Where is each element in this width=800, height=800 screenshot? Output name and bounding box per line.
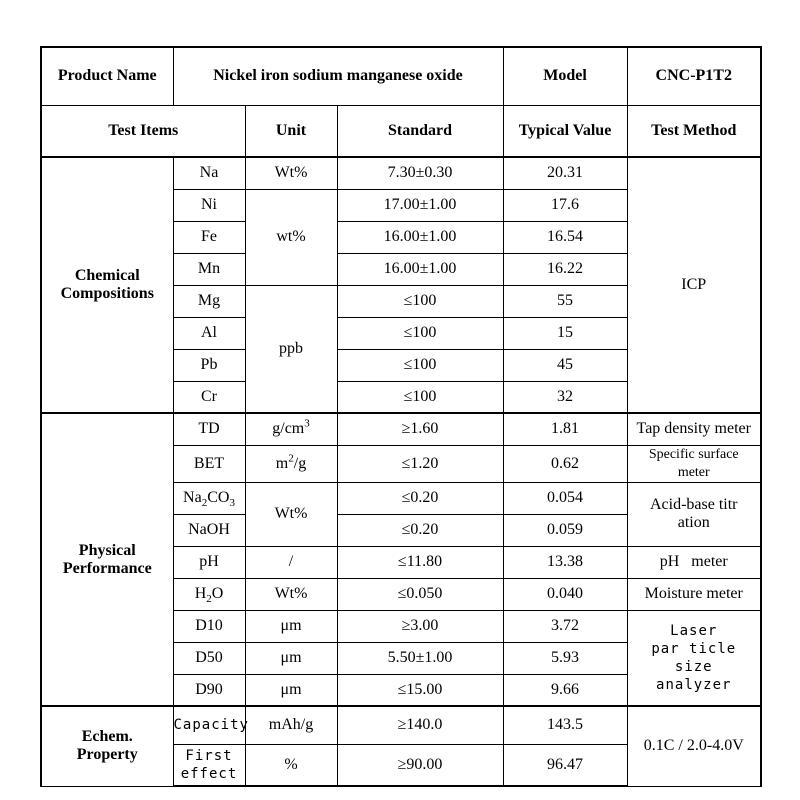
method-specific-surface: Specific surface meter xyxy=(627,445,761,482)
value-ph: 13.38 xyxy=(503,546,627,578)
item-na2co3: $Na_2CO_3$ xyxy=(173,482,245,514)
value-td: 1.81 xyxy=(503,413,627,445)
method-laser-analyzer: Laser par ticle size analyzer xyxy=(627,610,761,706)
col-test-method: Test Method xyxy=(627,105,761,157)
value-na: 20.31 xyxy=(503,157,627,189)
item-mn: Mn xyxy=(173,253,245,285)
unit-first-effect: % xyxy=(245,744,337,786)
unit-ph: / xyxy=(245,546,337,578)
item-first-effect: First effect xyxy=(173,744,245,786)
unit-ppb-group: ppb xyxy=(245,285,337,413)
method-moisture-meter: Moisture meter xyxy=(627,578,761,610)
section-echem-line1: Echem. xyxy=(81,728,133,746)
unit-capacity: mAh/g xyxy=(245,706,337,744)
standard-ni: 17.00±1.00 xyxy=(337,189,503,221)
section-echem-line2: Property xyxy=(76,746,138,764)
section-chemical-line1: Chemical xyxy=(74,267,140,284)
section-chemical-line2: Compositions xyxy=(60,285,154,302)
col-test-items: Test Items xyxy=(41,105,245,157)
value-d90: 9.66 xyxy=(503,674,627,706)
value-bet: 0.62 xyxy=(503,445,627,482)
standard-capacity: ≥140.0 xyxy=(337,706,503,744)
value-first-effect: 96.47 xyxy=(503,744,627,786)
standard-td: ≥1.60 xyxy=(337,413,503,445)
item-d90: D90 xyxy=(173,674,245,706)
unit-na: Wt% xyxy=(245,157,337,189)
unit-alkali-group: Wt% xyxy=(245,482,337,546)
method-acid-base: Acid-base titr ation xyxy=(627,482,761,546)
standard-h2o: ≤0.050 xyxy=(337,578,503,610)
value-ni: 17.6 xyxy=(503,189,627,221)
standard-naoh: ≤0.20 xyxy=(337,514,503,546)
item-ph: pH xyxy=(173,546,245,578)
col-typical-value: Typical Value xyxy=(503,105,627,157)
product-name-value: Nickel iron sodium manganese oxide xyxy=(173,47,503,105)
section-echem-property xyxy=(41,706,173,786)
value-pb: 45 xyxy=(503,349,627,381)
section-physical-line2: Performance xyxy=(62,559,152,577)
method-tap-density: Tap density meter xyxy=(627,413,761,445)
model-value: CNC-P1T2 xyxy=(627,47,761,105)
method-ph-meter: pH meter xyxy=(627,546,761,578)
value-cr: 32 xyxy=(503,381,627,413)
product-name-label: Product Name xyxy=(41,47,173,105)
method-echem: 0.1C / 2.0-4.0V xyxy=(627,706,761,786)
unit-td: $g/cm^3$ xyxy=(245,413,337,445)
standard-d10: ≥3.00 xyxy=(337,610,503,642)
value-h2o: 0.040 xyxy=(503,578,627,610)
value-na2co3: 0.054 xyxy=(503,482,627,514)
item-fe: Fe xyxy=(173,221,245,253)
section-chemical-compositions xyxy=(41,157,173,413)
unit-d50: μm xyxy=(245,642,337,674)
unit-bet: $m^2/g$ xyxy=(245,445,337,482)
item-bet: BET xyxy=(173,445,245,482)
value-d10: 3.72 xyxy=(503,610,627,642)
item-naoh: NaOH xyxy=(173,514,245,546)
standard-mn: 16.00±1.00 xyxy=(337,253,503,285)
standard-na2co3: ≤0.20 xyxy=(337,482,503,514)
standard-d90: ≤15.00 xyxy=(337,674,503,706)
col-standard: Standard xyxy=(337,105,503,157)
model-label: Model xyxy=(503,47,627,105)
item-al: Al xyxy=(173,317,245,349)
item-cr: Cr xyxy=(173,381,245,413)
item-h2o: $H_2O$ xyxy=(173,578,245,610)
standard-d50: 5.50±1.00 xyxy=(337,642,503,674)
unit-wt-group: wt% xyxy=(245,189,337,285)
item-mg: Mg xyxy=(173,285,245,317)
standard-pb: ≤100 xyxy=(337,349,503,381)
value-fe: 16.54 xyxy=(503,221,627,253)
item-pb: Pb xyxy=(173,349,245,381)
value-capacity: 143.5 xyxy=(503,706,627,744)
method-icp: ICP xyxy=(627,157,761,413)
unit-d90: μm xyxy=(245,674,337,706)
spec-table xyxy=(40,46,762,787)
value-d50: 5.93 xyxy=(503,642,627,674)
standard-first-effect: ≥90.00 xyxy=(337,744,503,786)
standard-na: 7.30±0.30 xyxy=(337,157,503,189)
unit-d10: μm xyxy=(245,610,337,642)
standard-bet: ≤1.20 xyxy=(337,445,503,482)
section-physical-performance xyxy=(41,413,173,706)
value-al: 15 xyxy=(503,317,627,349)
item-d10: D10 xyxy=(173,610,245,642)
unit-h2o: Wt% xyxy=(245,578,337,610)
standard-al: ≤100 xyxy=(337,317,503,349)
standard-mg: ≤100 xyxy=(337,285,503,317)
col-unit: Unit xyxy=(245,105,337,157)
standard-cr: ≤100 xyxy=(337,381,503,413)
item-td: TD xyxy=(173,413,245,445)
item-ni: Ni xyxy=(173,189,245,221)
item-na: Na xyxy=(173,157,245,189)
item-d50: D50 xyxy=(173,642,245,674)
standard-ph: ≤11.80 xyxy=(337,546,503,578)
standard-fe: 16.00±1.00 xyxy=(337,221,503,253)
value-mn: 16.22 xyxy=(503,253,627,285)
value-naoh: 0.059 xyxy=(503,514,627,546)
item-capacity: Capacity xyxy=(173,706,245,744)
section-physical-line1: Physical xyxy=(78,541,136,559)
value-mg: 55 xyxy=(503,285,627,317)
